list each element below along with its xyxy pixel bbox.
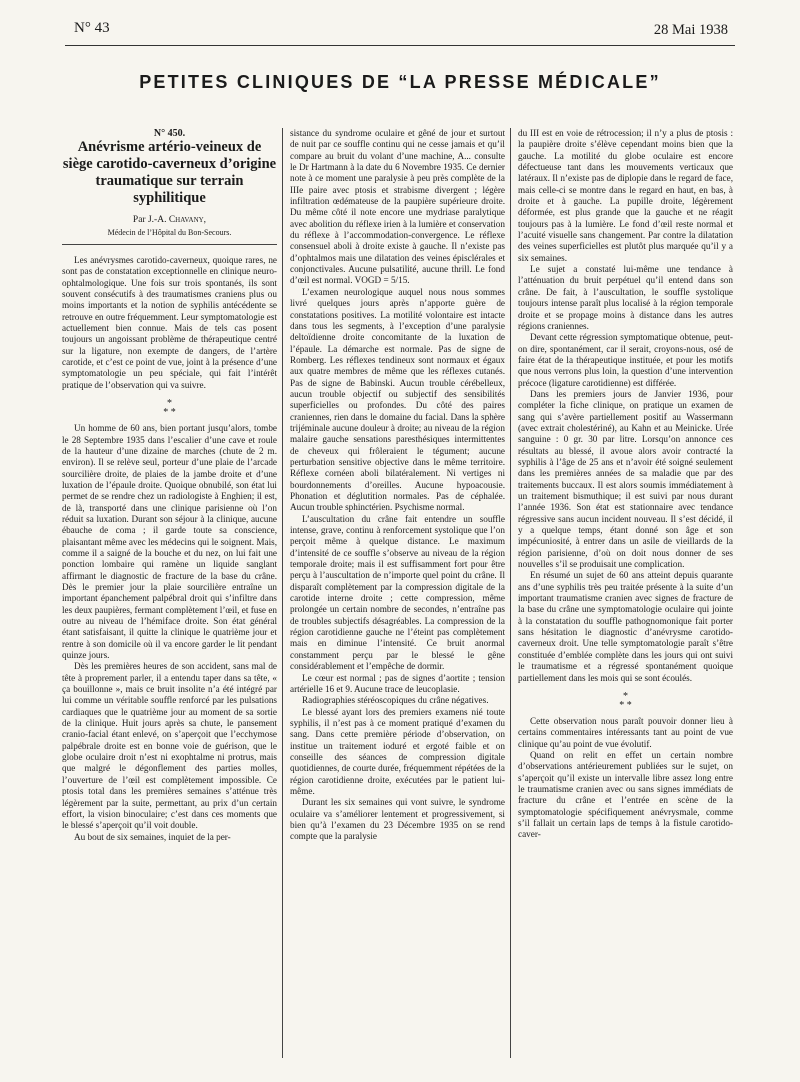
- article-title: Anévrisme artério-veineux de siège carotido-caverneux d’origine traumatique sur terrain syphilitique: [62, 139, 277, 207]
- star-top: *: [623, 690, 628, 702]
- paragraph: Durant les six semaines qui vont suivre, le syndrome oculaire va s’améliorer lentement et progressivement, si bien qu’à l’examen du 23 Décembre 1935 on se rend compte que la paralysie: [290, 797, 505, 842]
- issue-date: 28 Mai 1938: [653, 22, 728, 38]
- paragraph: Au bout de six semaines, inquiet de la per-: [74, 831, 231, 842]
- author-affiliation: Médecin de l’Hôpital du Bon-Secours.: [107, 227, 232, 237]
- paragraph: L’examen neurologique auquel nous nous sommes livré quelques jours après n’apporte guère de constatations positives. La motilité volontaire est intacte dans tous les segments, à l’exception d’une paralysie deltoïdienne droite concomitante de la luxation de l’épaule. La démarche est normale. Pas de signe de Romberg. Les réflexes tendineux sont normaux et égaux aux quatre membres de même que les réflexes cutanés. Pas de signe de Babinski. Aucun trouble cérébelleux, aucun trouble objectif ou subjectif des sensibilités superficielles ou profondes. Du côté des paires craniennes, rien dans le domaine du facial. Dans la sphère trijéminale aucune douleur à droite; au niveau de la région malaire gauche sensations paresthésiques intermittentes de cheveux qui frôleraient le tégument; aucune perturbation sensitive objective dans le même territoire. Réflexe cornéen aboli bilatéralement. Ni vertiges ni bourdonnements d’oreilles. Aucune hypoacousie. Phonation et déglutition normales. Pas de céphalée. Aucun trouble sphinctérien. Psychisme normal.: [290, 286, 505, 513]
- article-number: N° 450.: [153, 128, 186, 139]
- column-3: [518, 128, 733, 1068]
- star-top: *: [167, 398, 172, 410]
- paragraph: En résumé un sujet de 60 ans atteint depuis quarante ans d’une syphilis très peu traitée présente à la suite d’un important traumatisme cranien avec signes de fracture de la base du crâne une symptomatologie oculaire qui jointe à la constatation du souffle pathognomonique fait porter sans hésitation le diagnostic d’anévrysme carotido-caverneux droit. Une telle symptomatologie paraît s’être constituée d’emblée complète dans les jours qui ont suivi le traumatisme et a régressé spontanément quoique partiellement dans les mois qui se sont écoulés.: [518, 570, 733, 683]
- paragraph: Un homme de 60 ans, bien portant jusqu’alors, tombe le 28 Septembre 1935 dans l’escalier d’une cave et roule de la hauteur d’une dizaine de marches (chute de 2 m. environ). Il se relève seul, porteur d’une plaie de l’arcade sourcilière droite, de plaies de la jambe droite et d’une luxation de l’épaule droite. Quoique obnubilé, son état lui permet de se rendre chez un radiologiste à Enghien; il est, de là, transporté dans une clinique parisienne où l’on réduit sa luxation. Durant son séjour à la clinique, aucune ébauche de coma ; il garde toute sa conscience, plaisantant même avec les médecins qui le soignent. Mais, comme il a saigné de la bouche et du nez, on lui fait une ponction lombaire qui ramène un liquide sanglant affirmant le diagnostic de fracture de la base du crâne. Dès le premier jour la plaie sourcilière entraîne un important épanchement palpébral droit qui s’infiltre dans les deux paupières, fermant complètement l’œil, et fuse en outre au niveau de l’hémiface droite. Son état général étant satisfaisant, il quitte la clinique le quatrième jour et rentre à son domicile où il va encore garder le lit pendant quinze jours.: [62, 423, 277, 661]
- paragraph: Le sujet a constaté lui-même une tendance à l’atténuation du bruit perpétuel qu’il entend dans son crâne. De fait, à l’auscultation, le souffle systolique toujours intense paraît plus localisé à la région temporale droite et se propage moins à distance dans les autres régions craniennes.: [518, 264, 733, 331]
- paragraph: Devant cette régression symptomatique obtenue, peut-on dire, spontanément, car il serait, croyons-nous, osé de faire état de la thérapeutique instituée, et pour les motifs que nous verrons plus loin, la question d’une intervention précoce (ligature carotidienne) est différée.: [518, 332, 733, 388]
- column-2: [290, 128, 505, 1068]
- star-bottom: * *: [163, 407, 176, 419]
- issue-number: N° 43: [74, 20, 110, 36]
- paragraph: Radiographies stéréoscopiques du crâne négatives.: [302, 695, 489, 706]
- paragraph: Dans les premiers jours de Janvier 1936, pour compléter la fiche clinique, on pratique un examen de sang qui s’avère partiellement positif au Wassermann (avec extrait cholestériné), au Kahn et au Meinicke. Urée sanguine : 0 gr. 30 par litre. Lorsqu’on annonce ces résultats au blessé, il avoue alors avoir contracté la syphilis à l’âge de 25 ans et n’avoir été soigné seulement dans les premières années de sa maladie que par des traitements buccaux. Il est alors soumis immédiatement à un traitement bismuthique; il est suivi par nous durant l’année 1936. Son état est stationnaire avec tendance régressive sans aucun incident nouveau. Il s’est décidé, il y a quelque temps, étant donné son âge et son impécuniosité, à entrer dans un asile de vieillards de la région parisienne, d’où on doit nous donner de ses nouvelles s’il se produisait une complication.: [518, 388, 733, 570]
- column-1: [62, 128, 277, 1068]
- paragraph: du III est en voie de rétrocession; il n’y a plus de ptosis : la paupière droite s’élève cependant moins bien que la gauche. La motilité du globe oculaire est encore défectueuse tant dans les mouvements verticaux que latéraux. Il n’existe pas de diplopie dans le regard de face, mais celle-ci se montre dans le regard en haut, en bas, à droite et à gauche. La pupille droite, légèrement déformée, est plus grande que la gauche et ne réagit toujours pas à la lumière. Le fond d’œil reste normal et l’acuité visuelle sans changement. Par contre la dilatation des veines superficielles est plutôt plus marquée qu’il y a six semaines.: [518, 128, 733, 263]
- header-rule: [65, 45, 735, 46]
- section-title: PETITES CLINIQUES DE “LA PRESSE MÉDICALE”: [139, 72, 661, 92]
- paragraph: Quand on relit en effet un certain nombre d’observations antérieurement publiées sur le sujet, on s’aperçoit qu’il existe un intervalle libre assez long entre le traumatisme cranien avec ou sans signes immédiats de fracture du crâne et l’entrée en scène de la symptomatologie spécifiquement anévrysmale, comme s’il fallait un certain laps de temps à la fistule carotido-caver-: [518, 749, 733, 840]
- star-bottom: * *: [619, 699, 632, 711]
- author-name: J.-A. Chavany,: [147, 215, 207, 226]
- byline-prefix: Par: [132, 215, 146, 226]
- separator-stars: [62, 399, 277, 417]
- paragraph: Le blessé ayant lors des premiers examens nié toute syphilis, il n’est pas à ce moment pratiqué d’examen du sang. Dans cette première période d’observation, on institue un traitement ioduré et ergoté faible et on conseille des séances de compression digitale quotidiennes, de courte durée, fréquemment répétées de la région carotidienne droite, exécutées par le patient lui-même.: [290, 706, 505, 796]
- title-rule: [62, 244, 277, 245]
- separator-stars: [518, 692, 733, 710]
- paragraph: Cette observation nous paraît pouvoir donner lieu à certains commentaires intéressants tant au point de vue clinique qu’au point de vue évolutif.: [518, 715, 733, 749]
- byline: [62, 215, 277, 226]
- column-divider: [282, 128, 283, 1058]
- paragraph: Les anévrysmes carotido-caverneux, quoique rares, ne sont pas de constatation exceptionnelle en clinique neuro-ophtalmologique. Une fois sur trois spontanés, ils sont souvent consécutifs à des traumatismes craniens plus ou moins importants et la notion de syphilis antécédente se retrouve en outre fréquemment. Leur symptomatologie est actuellement bien connue. Mais de tels cas posent toujours un angoissant problème de thérapeutique centré sur la ligature, non exempte de dangers, de l’artère carotide, et c’est ce point de vue, joint à la présence d’une symptomatologie un peu spéciale, qui fait l’intérêt pratique de l’observation qui va suivre.: [62, 255, 277, 390]
- paragraph: L’auscultation du crâne fait entendre un souffle intense, grave, continu à renforcement systolique que l’on perçoit même à quelque distance. Le maximum d’intensité de ce souffle s’observe au niveau de la région temporale droite; mais il est suffisamment fort pour être perçu à l’auscultation de n’importe quel point du crâne. Il disparaît complètement par la compression digitale de la carotide interne droite ; cette compression, même prolongée un certain nombre de secondes, n’entraîne pas de troubles subjectifs désagréables. La compression de la région carotidienne gauche ne l’éteint pas complètement mais en diminue l’intensité. Ce bruit anormal constamment perçu par le blessé le gêne considérablement et l’empêche de dormir.: [290, 513, 505, 672]
- column-divider: [510, 128, 511, 1058]
- paragraph: Dès les premières heures de son accident, sans mal de tête à proprement parler, il a entendu taper dans sa tête, « ça bouillonne », mais ce bruit insolite n’a été intégré par lui comme un véritable souffle renforcé par les pulsations cardiaques que le quatrième jour au moment de sa sortie de la clinique. Huit jours après sa chute, le pansement cranio-facial étant enlevé, on s’aperçoit que l’ecchymose palpébrale droite est en bonne voie de guérison, que le globe oculaire droit n’est ni exophtalme ni protrus, mais que malgré le dégonflement des parties molles, l’ouverture de l’œil est complètement impossible. Ce ptosis total dans les premières semaines s’atténue très légèrement par la suite, permettant, au prix d’un certain effort, la vision binoculaire; c’est dans ces moments que le blessé s’aperçoit qu’il voit double.: [62, 661, 277, 831]
- paragraph: sistance du syndrome oculaire et gêné de jour et surtout de nuit par ce souffle continu qui ne cesse jamais et qu’il compare au bruit du volant d’une machine, A... consulte le Dr Hartmann à la date du 6 Novembre 1935. Ce dernier note à ce moment une paralysie à peu près complète de la IIIe paire avec ptosis et strabisme divergent ; légère infiltration œdémateuse de la paupière supérieure droite. Du même côté il note encore une mydriase paralytique avec abolition du réflexe irien à la lumière et conservation du réflexe à l’accommodation-convergence. Le réflexe consensuel aboli à droite existe à gauche. Il n’existe pas d’ophtalmos mais une dilatation des veines épisclérales et conjonctivales. Aucune pulsatilité, aucune thrill. Le fond d’œil est normal. VOGD = 5/15.: [290, 128, 505, 286]
- paragraph: Le cœur est normal ; pas de signes d’aortite ; tension artérielle 16 et 9. Aucune trace de leucoplasie.: [290, 672, 505, 694]
